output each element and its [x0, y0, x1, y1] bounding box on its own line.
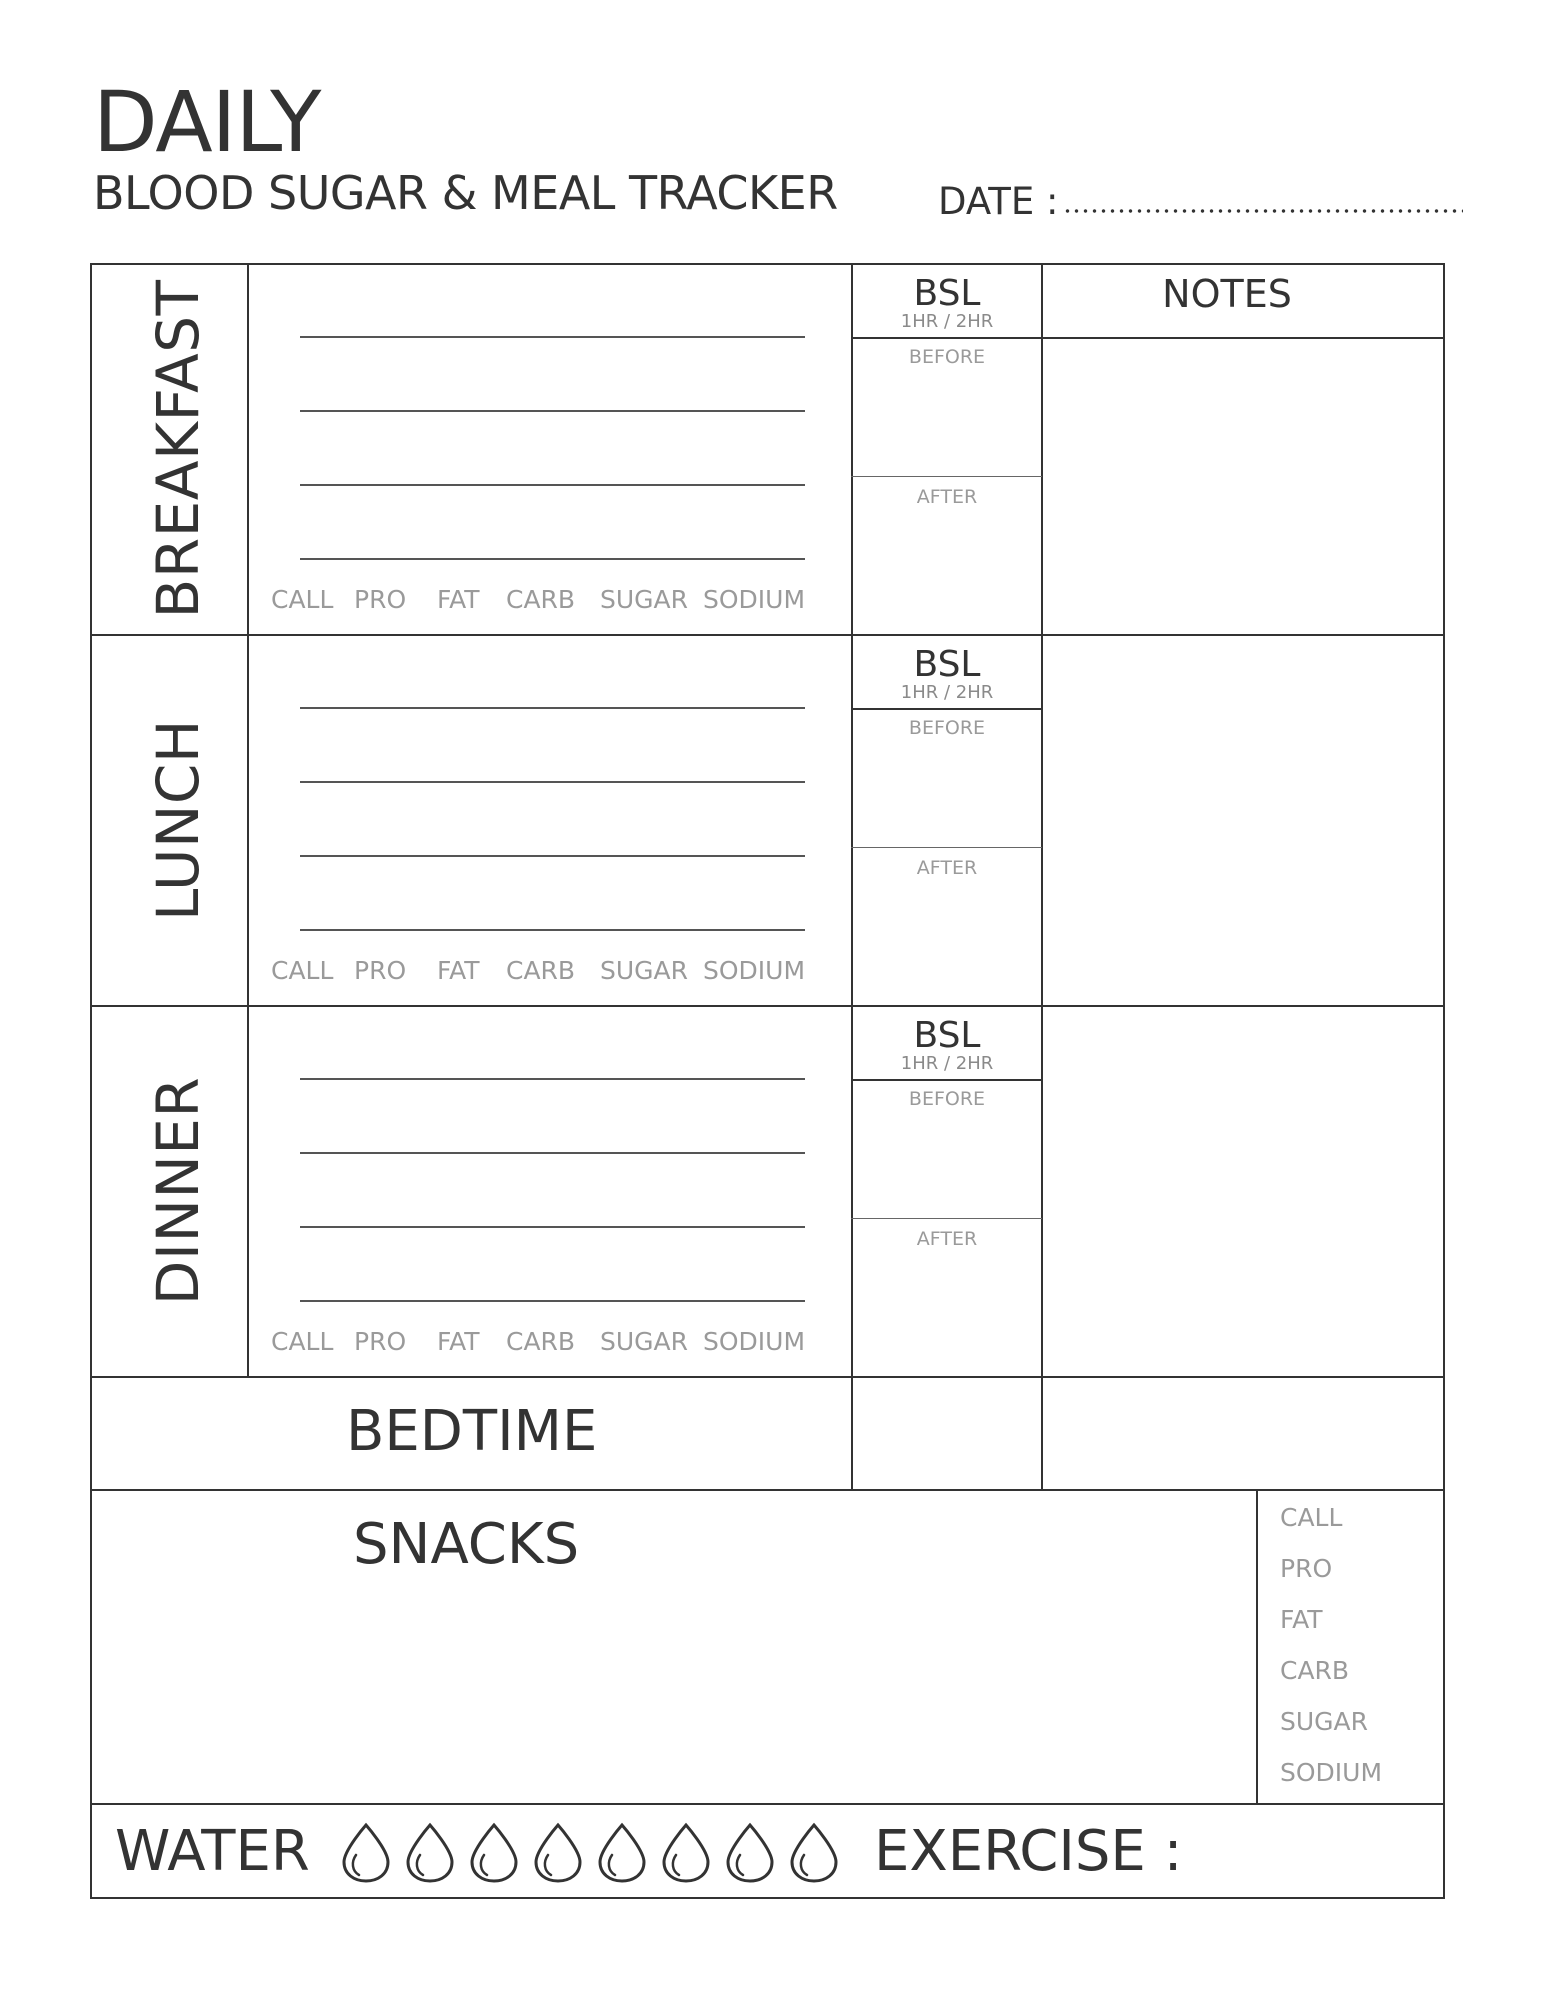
- macro-sodium: SODIUM: [703, 1327, 806, 1356]
- bsl-interval-label: 1HR / 2HR: [900, 311, 994, 332]
- water-drop-icon[interactable]: [531, 1822, 585, 1888]
- macro-call: CALL: [1280, 1503, 1343, 1532]
- date-field[interactable]: [938, 180, 1463, 224]
- macro-call: CALL: [271, 1327, 334, 1356]
- water-drop-icon[interactable]: [403, 1822, 457, 1888]
- macro-call: CALL: [271, 956, 334, 985]
- macro-sugar: SUGAR: [1280, 1707, 1369, 1736]
- bsl-after-label: AFTER: [916, 486, 978, 508]
- macro-pro: PRO: [354, 1327, 407, 1356]
- water-drop-icon[interactable]: [723, 1822, 777, 1888]
- macro-call: CALL: [271, 585, 334, 614]
- bsl-after-label: AFTER: [916, 1228, 978, 1250]
- bsl-before-label: BEFORE: [908, 346, 986, 368]
- meal-label-dinner: DINNER: [144, 1076, 212, 1306]
- date-dotted-line: [1063, 208, 1463, 214]
- macro-carb: CARB: [1280, 1656, 1350, 1685]
- water-drop-icon[interactable]: [467, 1822, 521, 1888]
- macro-sugar: SUGAR: [600, 956, 689, 985]
- date-label: DATE :: [938, 180, 1059, 223]
- macro-pro: PRO: [354, 956, 407, 985]
- macro-sodium: SODIUM: [1280, 1758, 1383, 1787]
- meal-label-breakfast: BREAKFAST: [144, 279, 212, 619]
- page-subtitle: BLOOD SUGAR & MEAL TRACKER: [93, 166, 838, 220]
- water-drop-icon[interactable]: [595, 1822, 649, 1888]
- macro-sodium: SODIUM: [703, 585, 806, 614]
- snacks-label: SNACKS: [353, 1512, 580, 1577]
- bsl-interval-label: 1HR / 2HR: [900, 1053, 994, 1074]
- water-drop-icon[interactable]: [339, 1822, 393, 1888]
- bsl-before-label: BEFORE: [908, 1088, 986, 1110]
- bsl-after-label: AFTER: [916, 857, 978, 879]
- page-title: DAILY: [93, 73, 321, 171]
- bsl-interval-label: 1HR / 2HR: [900, 682, 994, 703]
- meal-label-lunch: LUNCH: [144, 719, 212, 921]
- bsl-header: BSL: [913, 1015, 981, 1056]
- macro-fat: FAT: [437, 585, 480, 614]
- macro-sodium: SODIUM: [703, 956, 806, 985]
- macro-carb: CARB: [506, 1327, 576, 1356]
- bsl-header: BSL: [913, 644, 981, 685]
- bsl-header: BSL: [913, 273, 981, 314]
- water-drop-icon[interactable]: [787, 1822, 841, 1888]
- water-label: WATER: [115, 1819, 310, 1884]
- macro-carb: CARB: [506, 585, 576, 614]
- macro-pro: PRO: [1280, 1554, 1333, 1583]
- bedtime-label: BEDTIME: [346, 1399, 598, 1464]
- macro-fat: FAT: [1280, 1605, 1323, 1634]
- bsl-before-label: BEFORE: [908, 717, 986, 739]
- macro-pro: PRO: [354, 585, 407, 614]
- notes-header: NOTES: [1162, 272, 1292, 316]
- macro-sugar: SUGAR: [600, 1327, 689, 1356]
- macro-fat: FAT: [437, 956, 480, 985]
- macro-sugar: SUGAR: [600, 585, 689, 614]
- macro-carb: CARB: [506, 956, 576, 985]
- exercise-label: EXERCISE :: [874, 1819, 1183, 1884]
- macro-fat: FAT: [437, 1327, 480, 1356]
- water-drop-icon[interactable]: [659, 1822, 713, 1888]
